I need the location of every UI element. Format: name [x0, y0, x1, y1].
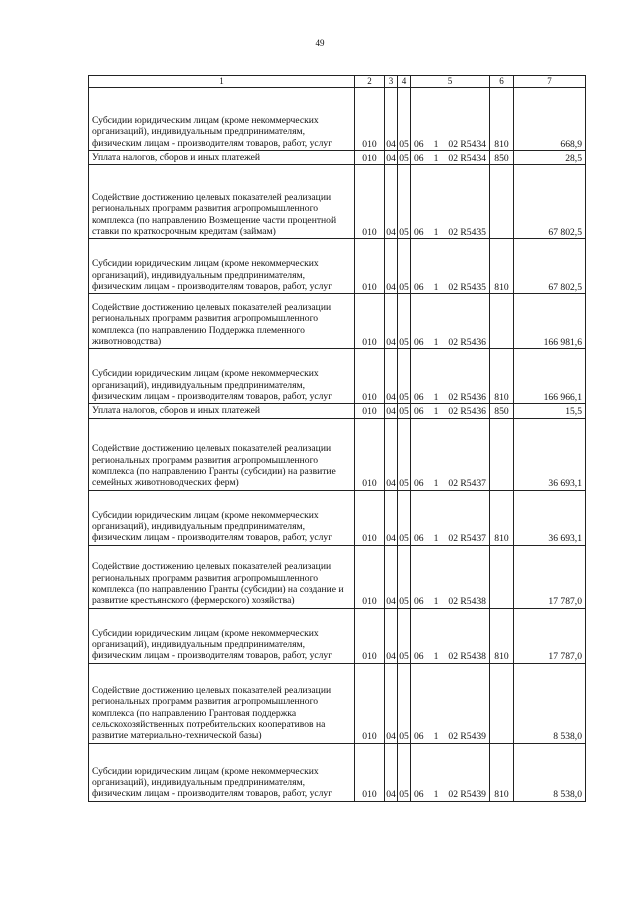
table-row	[89, 404, 586, 418]
target-article-part: 02 R5439	[448, 731, 486, 743]
row-grbs: 010	[355, 490, 385, 545]
row-name: Содействие достижению целевых показателей реализации региональных программ развития агропромышленного комплекса (по направлению Гранты (субсидии) на развитие семейных животноводческих ферм)	[89, 418, 355, 490]
row-name: Субсидии юридическим лицам (кроме некоммерческих организаций), индивидуальным предпринимателям, физическим лицам - производителям товаров, работ, услуг	[89, 608, 355, 663]
row-target-article	[411, 239, 490, 294]
target-article-part: 02 R5435	[448, 282, 486, 293]
target-article-part: 1	[433, 337, 439, 348]
row-section: 04	[385, 88, 398, 151]
header-cell: 4	[398, 76, 411, 88]
row-target-article	[411, 418, 490, 490]
row-expense-type: 810	[490, 349, 514, 404]
row-grbs: 010	[355, 743, 385, 801]
target-article-part: 1	[433, 138, 439, 150]
target-article-part: 06	[414, 406, 424, 418]
row-subsection: 05	[398, 490, 411, 545]
row-expense-type	[490, 418, 514, 490]
target-article-part: 1	[433, 153, 439, 164]
row-subsection: 05	[398, 294, 411, 349]
target-article-part: 06	[414, 282, 424, 293]
target-article-parts	[411, 406, 489, 417]
row-amount: 67 802,5	[514, 239, 586, 294]
target-article-parts	[411, 478, 489, 489]
target-article-part: 06	[414, 596, 424, 608]
row-subsection: 05	[398, 349, 411, 404]
row-target-article	[411, 349, 490, 404]
row-name: Субсидии юридическим лицам (кроме некоммерческих организаций), индивидуальным предпринимателям, физическим лицам - производителям товаров, работ, услуг	[89, 349, 355, 404]
row-amount: 8 538,0	[514, 663, 586, 743]
row-name: Субсидии юридическим лицам (кроме некоммерческих организаций), индивидуальным предпринимателям, физическим лицам - производителям товаров, работ, услуг	[89, 743, 355, 801]
target-article-parts	[411, 596, 489, 607]
row-section: 04	[385, 663, 398, 743]
target-article-part: 02 R5436	[448, 337, 486, 348]
row-expense-type: 810	[490, 608, 514, 663]
budget-table	[88, 75, 586, 802]
target-article-part: 06	[414, 153, 424, 164]
row-expense-type	[490, 663, 514, 743]
table-row	[89, 545, 586, 608]
row-name: Субсидии юридическим лицам (кроме некоммерческих организаций), индивидуальным предпринимателям, физическим лицам - производителям товаров, работ, услуг	[89, 490, 355, 545]
header-cell: 5	[411, 76, 490, 88]
target-article-part: 02 R5437	[448, 478, 486, 490]
target-article-part: 06	[414, 138, 424, 150]
target-article-part: 06	[414, 337, 424, 348]
table-row	[89, 165, 586, 239]
row-amount: 15,5	[514, 404, 586, 418]
row-grbs: 010	[355, 88, 385, 151]
row-name: Уплата налогов, сборов и иных платежей	[89, 151, 355, 165]
row-section: 04	[385, 349, 398, 404]
row-expense-type	[490, 165, 514, 239]
row-target-article	[411, 743, 490, 801]
row-grbs: 010	[355, 349, 385, 404]
target-article-parts	[411, 392, 489, 403]
row-target-article	[411, 663, 490, 743]
target-article-parts	[411, 153, 489, 164]
row-subsection: 05	[398, 743, 411, 801]
row-amount: 17 787,0	[514, 608, 586, 663]
header-cell: 3	[385, 76, 398, 88]
target-article-part: 06	[414, 651, 424, 663]
row-grbs: 010	[355, 239, 385, 294]
row-target-article	[411, 151, 490, 165]
table-row	[89, 151, 586, 165]
target-article-parts	[411, 337, 489, 348]
row-grbs: 010	[355, 608, 385, 663]
target-article-parts	[411, 789, 489, 800]
table-row	[89, 608, 586, 663]
target-article-part: 1	[433, 392, 439, 403]
row-target-article	[411, 404, 490, 418]
row-amount: 166 966,1	[514, 349, 586, 404]
row-grbs: 010	[355, 545, 385, 608]
target-article-part: 06	[414, 227, 424, 238]
row-expense-type	[490, 545, 514, 608]
row-section: 04	[385, 151, 398, 165]
table-row	[89, 418, 586, 490]
target-article-part: 02 R5436	[448, 392, 486, 403]
row-section: 04	[385, 608, 398, 663]
row-expense-type: 810	[490, 490, 514, 545]
target-article-part: 02 R5439	[448, 789, 486, 801]
target-article-parts	[411, 282, 489, 293]
row-section: 04	[385, 490, 398, 545]
row-name: Содействие достижению целевых показателей реализации региональных программ развития агропромышленного комплекса (по направлению Поддержка племенного животноводства)	[89, 294, 355, 349]
header-cell: 7	[514, 76, 586, 88]
row-section: 04	[385, 404, 398, 418]
row-target-article	[411, 294, 490, 349]
target-article-part: 02 R5436	[448, 406, 486, 418]
row-section: 04	[385, 743, 398, 801]
header-cell: 1	[89, 76, 355, 88]
row-subsection: 05	[398, 663, 411, 743]
row-grbs: 010	[355, 151, 385, 165]
row-expense-type: 810	[490, 239, 514, 294]
row-amount: 28,5	[514, 151, 586, 165]
target-article-part: 1	[433, 596, 439, 608]
row-expense-type	[490, 294, 514, 349]
row-grbs: 010	[355, 294, 385, 349]
row-grbs: 010	[355, 663, 385, 743]
table-row	[89, 490, 586, 545]
row-grbs: 010	[355, 404, 385, 418]
table-row	[89, 294, 586, 349]
target-article-part: 1	[433, 478, 439, 490]
header-row	[89, 76, 586, 88]
row-target-article	[411, 490, 490, 545]
row-expense-type: 810	[490, 88, 514, 151]
target-article-part: 02 R5434	[448, 153, 486, 164]
target-article-part: 02 R5434	[448, 138, 486, 150]
row-target-article	[411, 608, 490, 663]
row-name: Уплата налогов, сборов и иных платежей	[89, 404, 355, 418]
target-article-part: 02 R5437	[448, 533, 486, 545]
row-amount: 67 802,5	[514, 165, 586, 239]
row-section: 04	[385, 418, 398, 490]
page-number: 49	[315, 38, 325, 48]
target-article-parts	[411, 651, 489, 662]
table-row	[89, 88, 586, 151]
target-article-parts	[411, 533, 489, 544]
target-article-part: 1	[433, 533, 439, 545]
table-row	[89, 663, 586, 743]
row-amount: 17 787,0	[514, 545, 586, 608]
row-grbs: 010	[355, 165, 385, 239]
target-article-parts	[411, 227, 489, 238]
target-article-part: 1	[433, 406, 439, 418]
row-expense-type: 850	[490, 151, 514, 165]
target-article-part: 06	[414, 731, 424, 743]
target-article-part: 06	[414, 392, 424, 403]
row-target-article	[411, 88, 490, 151]
row-grbs: 010	[355, 418, 385, 490]
target-article-part: 06	[414, 789, 424, 801]
row-expense-type: 850	[490, 404, 514, 418]
target-article-part: 02 R5435	[448, 227, 486, 238]
target-article-part: 06	[414, 533, 424, 545]
row-subsection: 05	[398, 545, 411, 608]
row-subsection: 05	[398, 239, 411, 294]
row-amount: 36 693,1	[514, 418, 586, 490]
row-subsection: 05	[398, 88, 411, 151]
row-name: Содействие достижению целевых показателей реализации региональных программ развития агропромышленного комплекса (по направлению Гранты (субсидии) на создание и развитие крестьянского (фермерского) хозяйства)	[89, 545, 355, 608]
row-name: Содействие достижению целевых показателей реализации региональных программ развития агропромышленного комплекса (по направлению Возмещение части процентной ставки по краткосрочным кредитам (займам)	[89, 165, 355, 239]
target-article-part: 1	[433, 651, 439, 663]
target-article-part: 1	[433, 731, 439, 743]
row-amount: 8 538,0	[514, 743, 586, 801]
target-article-part: 1	[433, 789, 439, 801]
target-article-parts	[411, 731, 489, 742]
row-subsection: 05	[398, 608, 411, 663]
target-article-part: 1	[433, 227, 439, 238]
table-row	[89, 349, 586, 404]
table-row	[89, 239, 586, 294]
target-article-parts	[411, 139, 489, 150]
row-subsection: 05	[398, 418, 411, 490]
row-name: Содействие достижению целевых показателей реализации региональных программ развития агропромышленного комплекса (по направлению Грантовая поддержка сельскохозяйственных потребительских кооперативов на развитие материально-технической базы)	[89, 663, 355, 743]
row-target-article	[411, 165, 490, 239]
target-article-part: 02 R5438	[448, 651, 486, 663]
header-cell: 6	[490, 76, 514, 88]
row-target-article	[411, 545, 490, 608]
row-subsection: 05	[398, 165, 411, 239]
row-name: Субсидии юридическим лицам (кроме некоммерческих организаций), индивидуальным предпринимателям, физическим лицам - производителям товаров, работ, услуг	[89, 88, 355, 151]
row-expense-type: 810	[490, 743, 514, 801]
target-article-part: 02 R5438	[448, 596, 486, 608]
row-section: 04	[385, 294, 398, 349]
target-article-part: 1	[433, 282, 439, 293]
header-cell: 2	[355, 76, 385, 88]
row-section: 04	[385, 165, 398, 239]
row-subsection: 05	[398, 404, 411, 418]
row-section: 04	[385, 545, 398, 608]
row-subsection: 05	[398, 151, 411, 165]
target-article-part: 06	[414, 478, 424, 490]
row-name: Субсидии юридическим лицам (кроме некоммерческих организаций), индивидуальным предпринимателям, физическим лицам - производителям товаров, работ, услуг	[89, 239, 355, 294]
row-section: 04	[385, 239, 398, 294]
row-amount: 668,9	[514, 88, 586, 151]
row-amount: 166 981,6	[514, 294, 586, 349]
table-row	[89, 743, 586, 801]
row-amount: 36 693,1	[514, 490, 586, 545]
